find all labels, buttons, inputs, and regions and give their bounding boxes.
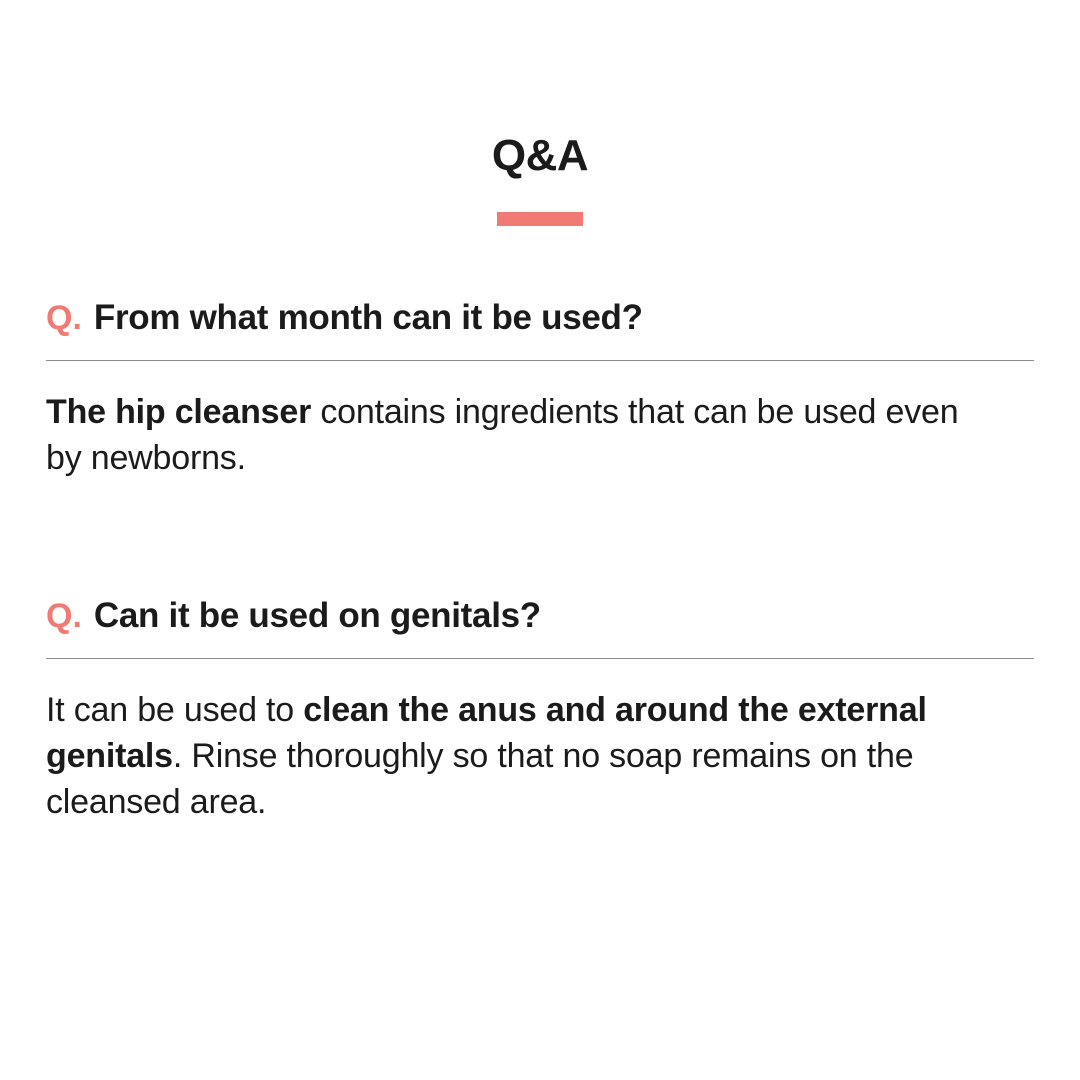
page-title: Q&A (491, 131, 589, 180)
question-row-1 (46, 298, 1034, 361)
question-text-1: From what month can it be used? (93, 298, 643, 337)
qa-item-1 (46, 298, 1034, 482)
qa-item-2 (46, 596, 1034, 826)
question-marker-icon: Q. (46, 299, 82, 337)
title-underline-accent (497, 212, 583, 226)
answer-text-1: The hip cleanser contains ingredients that can be used even by newborns. (46, 393, 959, 478)
qa-content (0, 298, 1080, 826)
question-marker-icon: Q. (46, 596, 82, 635)
question-row-2 (46, 596, 1034, 659)
answer-text-2: It can be used to clean the anus and around the external genitals. Rinse thoroughly so that no soap remains on the cleansed area. (46, 690, 927, 822)
page-header (0, 0, 1080, 226)
question-text-2: Can it be used on genitals? (93, 595, 541, 635)
